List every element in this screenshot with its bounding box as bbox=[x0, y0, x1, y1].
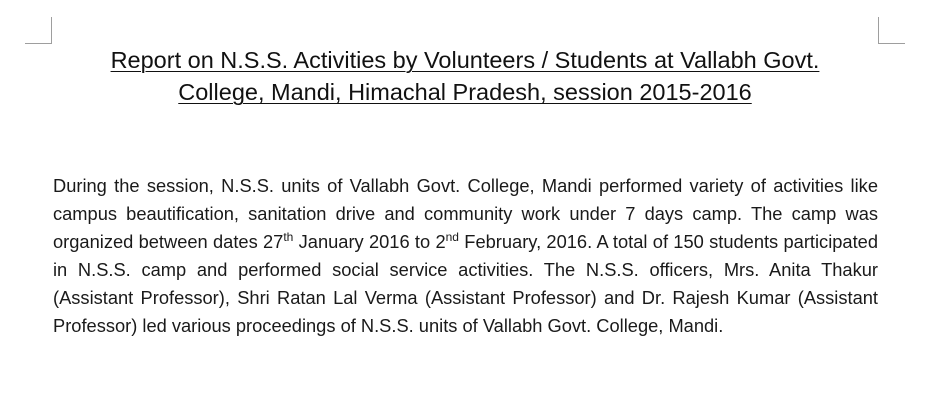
page-margin-corner-left bbox=[25, 17, 52, 44]
paragraph-segment-3: February, 2016. A total of 150 students participated in N.S.S. camp and performed social service activities. The N.S.S. officers, Mrs. Anita Thakur (Assistant Professor), Shri Ratan Lal Verma (Assistant Professor) and Dr. Rajesh Kumar (Assistant Professor) led various proceedings of N.S.S. units of Vallabh Govt. College, Mandi. bbox=[53, 231, 879, 336]
report-paragraph bbox=[53, 172, 878, 340]
paragraph-segment-2: January 2016 to 2 bbox=[293, 231, 446, 252]
title-line-1: Report on N.S.S. Activities by Volunteers / Students at Vallabh Govt. bbox=[110, 47, 820, 73]
superscript-nd: nd bbox=[445, 229, 459, 244]
paragraph-segment-1: During the session, N.S.S. units of Vallabh Govt. College, Mandi performed variety of activities like campus beautification, sanitation drive and community work under 7 days camp. The camp was organized between dates 27 bbox=[53, 175, 878, 252]
page-margin-corner-right bbox=[878, 17, 905, 44]
superscript-th: th bbox=[283, 229, 294, 244]
title-line-2: College, Mandi, Himachal Pradesh, session 2015-2016 bbox=[178, 79, 752, 105]
document-title bbox=[52, 44, 878, 108]
